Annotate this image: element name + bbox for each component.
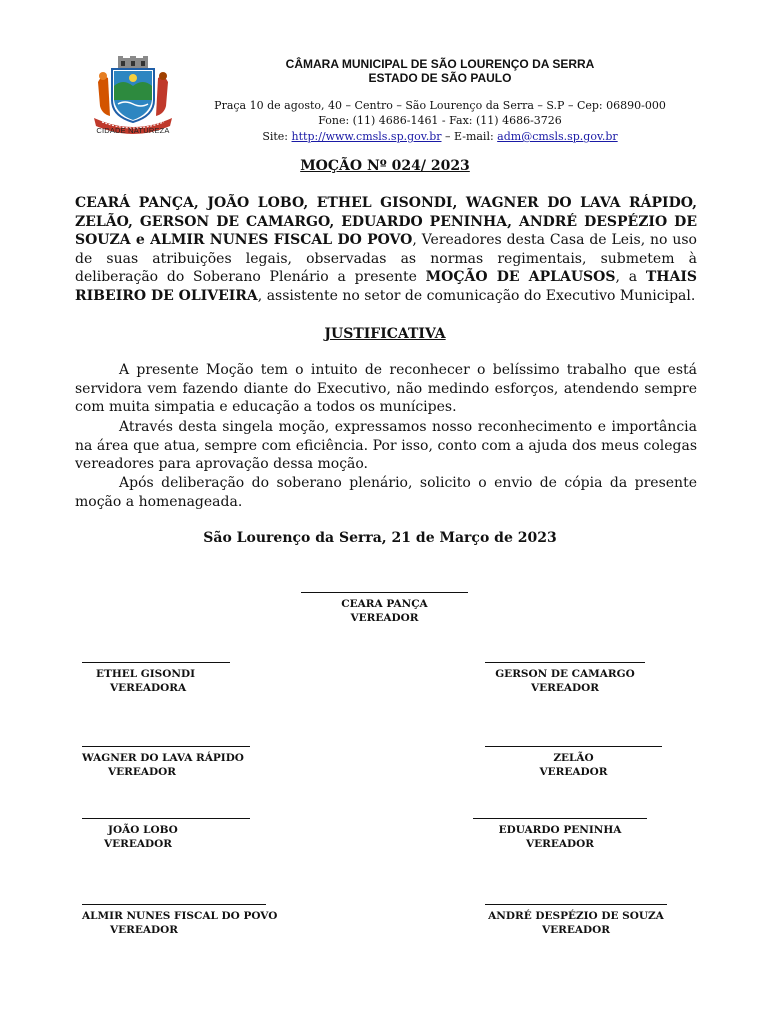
signature-block xyxy=(82,662,230,695)
signature-block xyxy=(82,746,250,779)
email-link[interactable]: adm@cmsls.sp.gov.br xyxy=(497,130,618,143)
signature-line xyxy=(473,818,647,819)
signature-line xyxy=(82,662,230,663)
email-prefix: – E-mail: xyxy=(441,130,498,143)
signer-name: ALMIR NUNES FISCAL DO POVO xyxy=(82,910,278,922)
justification-paragraph-2: Através desta singela moção, expressamos nosso reconhecimento e importância na área que atua, sempre com eficiência. Por isso, conto com a ajuda dos meus colegas vereadores para aprovação dessa moção. xyxy=(75,419,697,473)
signer-name: GERSON DE CAMARGO xyxy=(495,668,635,680)
signer-name: ZELÃO xyxy=(553,752,594,764)
signer-role: VEREADOR xyxy=(541,924,610,936)
signer-role: VEREADOR xyxy=(350,612,419,624)
signature-block xyxy=(82,818,250,851)
state-name: ESTADO DE SÃO PAULO xyxy=(368,71,512,85)
signature-block xyxy=(473,818,647,851)
signer-role: VEREADOR xyxy=(525,838,594,850)
intro-paragraph xyxy=(75,194,697,306)
signature-line xyxy=(485,662,645,663)
signature-line xyxy=(485,904,667,905)
signature-block xyxy=(301,592,468,625)
justification-paragraph-1: A presente Moção tem o intuito de reconhecer o belíssimo trabalho que está servidora vem fazendo diante do Executivo, não medindo esforços, atendendo sempre com muita simpatia e educação a todos os munícipes. xyxy=(75,362,697,416)
signer-name: ANDRÉ DESPÉZIO DE SOUZA xyxy=(488,910,664,922)
honoree: THAIS RIBEIRO DE OLIVEIRA xyxy=(75,269,697,304)
intro-text-1: , Vereadores desta Casa de Leis, no uso de suas atribuições legais, observadas as normas regimentais, submetem à deliberação do Soberano Plenário a presente xyxy=(75,232,697,286)
signer-name: JOÃO LOBO xyxy=(108,824,178,836)
site-prefix: Site: xyxy=(262,130,292,143)
date-line: São Lourenço da Serra, 21 de Março de 2023 xyxy=(203,530,557,546)
justification-paragraph-3: Após deliberação do soberano plenário, solicito o envio de cópia da presente moção a homenageada. xyxy=(75,475,697,510)
site-email-line xyxy=(180,130,700,143)
signature-block xyxy=(82,904,278,937)
signature-line xyxy=(82,746,250,747)
signer-name: CEARA PANÇA xyxy=(341,598,428,610)
chamber-name: CÂMARA MUNICIPAL DE SÃO LOURENÇO DA SERRA xyxy=(285,57,595,71)
signer-role: VEREADOR xyxy=(110,924,179,936)
intro-text-3: , assistente no setor de comunicação do Executivo Municipal. xyxy=(257,287,696,304)
signer-role: VEREADORA xyxy=(110,682,187,694)
signature-line xyxy=(485,746,662,747)
phone-fax: Fone: (11) 4686-1461 - Fax: (11) 4686-3726 xyxy=(318,114,562,127)
signature-line xyxy=(82,904,266,905)
signer-name: ETHEL GISONDI xyxy=(96,668,196,680)
signer-role: VEREADOR xyxy=(539,766,608,778)
signature-block xyxy=(485,904,667,937)
signer-role: VEREADOR xyxy=(108,766,177,778)
justification-title: JUSTIFICATIVA xyxy=(324,326,446,342)
document-title: MOÇÃO Nº 024/ 2023 xyxy=(300,158,470,174)
signer-name: WAGNER DO LAVA RÁPIDO xyxy=(82,752,244,764)
signer-role: VEREADOR xyxy=(104,838,173,850)
site-link[interactable]: http://www.cmsls.sp.gov.br xyxy=(291,130,442,143)
address: Praça 10 de agosto, 40 – Centro – São Lourenço da Serra – S.P – Cep: 06890-000 xyxy=(214,99,666,112)
intro-text-2: , a xyxy=(615,269,646,286)
signature-line xyxy=(301,592,468,593)
motion-type: MOÇÃO DE APLAUSOS xyxy=(425,269,616,286)
signer-role: VEREADOR xyxy=(530,682,599,694)
signature-block xyxy=(485,746,662,779)
signature-block xyxy=(485,662,645,695)
logo-caption: CIDADE NATUREZA xyxy=(96,126,170,135)
authors: CEARÁ PANÇA, JOÃO LOBO, ETHEL GISONDI, WAGNER DO LAVA RÁPIDO, ZELÃO, GERSON DE CAMARGO, EDUARDO PENINHA, ANDRÉ DESPÉZIO DE SOUZA e ALMIR NUNES FISCAL DO POVO xyxy=(75,195,697,249)
signer-name: EDUARDO PENINHA xyxy=(498,824,622,836)
signature-line xyxy=(82,818,250,819)
